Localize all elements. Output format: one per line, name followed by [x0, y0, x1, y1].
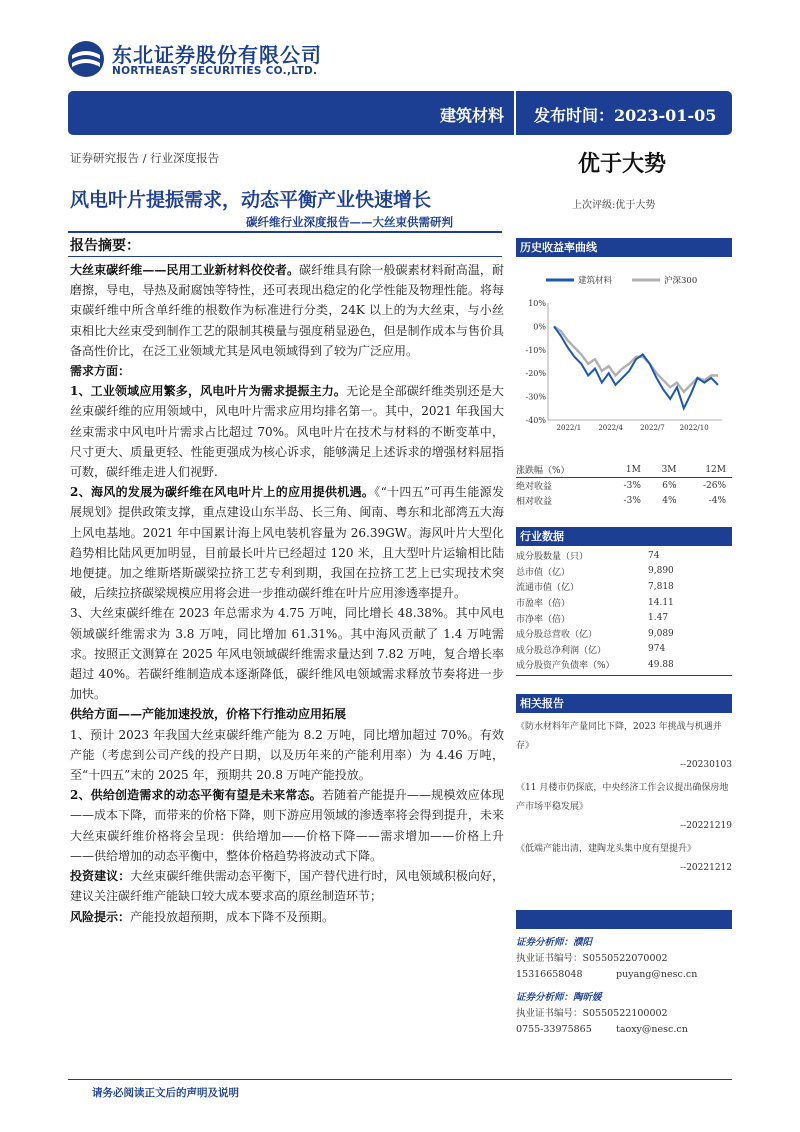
- table-row: 成分股资产负债率（%） 49.88: [516, 659, 674, 672]
- industry-heading: 行业数据: [516, 527, 732, 546]
- paragraph: 2、海风的发展为碳纤维在风电叶片上的应用提供机遇。《“十四五”可再生能源发展规划》提供政策支撑，重点建设山东半岛、长三角、闽南、粤东和北部湾五大海上风电基地。2021 年中国累计海上风电装机容量为 26.39GW。海风叶片大型化趋势相比陆风更加明显，目前最长叶片已经超过 120 米，且大型叶片运输相比陆地便捷。加之维斯塔斯碳梁拉挤工艺专利到期，我国在拉挤工艺上已实现技术突破，后续拉挤碳梁规模应用将会进一步推动碳纤维在叶片应用渗透率提升。: [70, 485, 504, 601]
- industry-divider: [516, 675, 732, 676]
- banner-divider: [514, 91, 516, 135]
- analyst-name: 陶昕媛: [573, 992, 602, 1003]
- analyst-phone: 0755-33975865: [516, 1024, 592, 1035]
- breadcrumb: 证券研究报告 / 行业深度报告: [70, 151, 220, 165]
- analyst-block: 证券分析师：濮阳 执业证书编号：S0550522070002 15316658048 puyang@nesc.cn: [516, 935, 732, 983]
- related-report-date: --20230103: [680, 760, 732, 770]
- table-row: 市净率（倍） 1.47: [516, 613, 669, 625]
- legend-label: 沪深300: [664, 276, 698, 286]
- paragraph: 供给方面——产能加速投放，价格下行推动应用拓展: [70, 707, 347, 722]
- table-row: 成分股总净利润（亿） 974: [516, 644, 666, 656]
- y-tick-label: 0%: [533, 322, 546, 332]
- paragraph: 投资建议：大丝束碳纤维供需动态平衡下，国产替代进行时，风电领域积极向好，建议关注碳纤维产能缺口较大成本要求高的原丝制造环节；: [70, 869, 504, 904]
- y-tick-label: 10%: [528, 299, 546, 308]
- table-row: 流通市值（亿） 7,818: [516, 581, 674, 594]
- related-report-title[interactable]: 《防水材料年产量同比下降，2023 年挑战与机遇并存》: [516, 722, 722, 751]
- abstract-divider: [68, 256, 502, 257]
- table-row: 成分股数量（只） 74: [516, 550, 660, 563]
- analyst-email[interactable]: puyang@nesc.cn: [616, 969, 698, 980]
- analyst-block: 证券分析师：陶昕媛 执业证书编号：S0550522100002 0755-33975865 taoxy@nesc.cn: [516, 990, 732, 1038]
- chart-heading: 历史收益率曲线: [516, 238, 732, 257]
- table-row: 总市值（亿） 9,890: [516, 566, 674, 578]
- related-heading: 相关报告: [516, 694, 732, 713]
- paragraph: 风险提示：产能投放超预期，成本下降不及预期。: [70, 909, 335, 924]
- x-tick-label: 2022/10: [679, 424, 709, 432]
- paragraph: 3、大丝束碳纤维在 2023 年总需求为 4.75 万吨，同比增长 48.38%。其中风电领域碳纤维需求为 3.8 万吨，同比增加 61.31%。其中海风贡献了 1.4 万吨需求。按照正文测算在 2025 年风电领域碳纤维需求量达到 7.82 万吨，复合增长率超过 40%。若碳纤维制造成本逐渐降低，碳纤维风电领域需求释放节奏将进一步加快。: [70, 606, 504, 702]
- previous-rating: 上次评级:优于大势: [572, 200, 656, 211]
- legend-label: 建筑材料: [578, 276, 613, 286]
- header-banner: [68, 91, 732, 135]
- related-report-date: --20221219: [680, 821, 732, 831]
- x-tick-label: 2022/1: [556, 424, 582, 432]
- logo-english-name: NORTHEAST SECURITIES CO.,LTD.: [112, 65, 318, 77]
- table-row: 相对收益 -3% 4% -4%: [516, 495, 726, 507]
- paragraph: 1、工业领域应用繁多，风电叶片为需求提振主力。无论是全部碳纤维类别还是大丝束碳纤维的应用领域中，风电叶片需求应用均排名第一。其中，2021 年我国大丝束需求中风电叶片需求占比超过 70%。风电叶片在技术与材料的不断变革中，尺寸更大、质量更轻、性能更强成为核心诉求，能够满足上述诉求的增强材料屈指可数，碳纤维走进人们视野.: [70, 384, 504, 480]
- industry-table: [516, 548, 732, 673]
- table-row: 市盈率（倍） 14.11: [516, 597, 674, 610]
- footer-note: 请务必阅读正文后的声明及说明: [92, 1087, 239, 1099]
- abstract-body: [70, 260, 504, 927]
- paragraph: 需求方面：: [70, 364, 131, 379]
- analyst-phone: 15316658048: [516, 969, 583, 980]
- analyst-cert: 执业证书编号：S0550522070002: [516, 953, 668, 964]
- x-tick-label: 2022/7: [640, 424, 665, 432]
- paragraph: 1、预计 2023 年我国大丝束碳纤维产能为 8.2 万吨，同比增加超过 70%。有效产能（考虑到公司产线的投产日期，以及历年来的产能利用率）为 4.46 万吨，至“十四五”末的 2025 年，预期共 20.8 万吨产能投放。: [70, 727, 504, 783]
- paragraph: 2、供给创造需求的动态平衡有望是未来常态。若随着产能提升——规模效应体现——成本下降，而带来的价格下降，则下游应用领域的渗透率将会得到提升，未来大丝束碳纤维价格将会呈现：供给增加——价格下降——需求增加——价格上升——供给增加的动态平衡中，整体价格趋势将波动式下降。: [70, 788, 504, 863]
- y-tick-label: -30%: [525, 392, 546, 402]
- analyst-name: 濮阳: [573, 937, 593, 948]
- report-title: 风电叶片提振需求，动态平衡产业快速增长: [70, 189, 432, 211]
- paragraph: 大丝束碳纤维——民用工业新材料佼佼者。碳纤维具有除一般碳素材料耐高温，耐磨擦，导电，导热及耐腐蚀等特性，还可表现出稳定的化学性能及物理性能。将每束碳纤维中所含单纤维的根数作为标准进行分类，24K 以上的为大丝束，与小丝束相比大丝束受到制作工艺的限制其模量与强度稍显逊色，但是制作成本与售价具备高性价比，在泛工业领域尤其是风电领域得到了较为广泛应用。: [70, 263, 504, 358]
- related-report-title[interactable]: 《11 月楼市仍探底，中央经济工作会议提出确保房地产市场平稳发展》: [516, 783, 729, 812]
- company-logo: [66, 38, 366, 80]
- x-tick-label: 2022/4: [598, 424, 623, 432]
- table-row: 绝对收益 -3% 6% -26%: [516, 480, 726, 492]
- title-divider: [68, 231, 502, 233]
- sector-label: 建筑材料: [440, 106, 505, 125]
- footer-divider: [68, 1079, 732, 1080]
- abstract-heading: 报告摘要：: [70, 238, 140, 254]
- logo-chinese-name: 东北证券股份有限公司: [112, 43, 322, 67]
- y-tick-label: -20%: [525, 369, 546, 379]
- y-tick-label: -40%: [525, 416, 546, 425]
- table-row: 成分股总营收（亿） 9,089: [516, 628, 674, 641]
- analyst-email[interactable]: taoxy@nesc.cn: [616, 1024, 688, 1035]
- report-subtitle: 碳纤维行业深度报告——大丝束供需研判: [246, 215, 453, 229]
- y-tick-label: -10%: [525, 345, 546, 355]
- return-chart: [516, 263, 732, 441]
- analyst-section-bar: [516, 910, 732, 929]
- rating: 优于大势: [578, 151, 667, 177]
- performance-table: [516, 462, 732, 508]
- related-report-date: --20221212: [680, 863, 732, 873]
- publish-date: 发布时间：2023-01-05: [534, 106, 717, 125]
- performance-header-row: 涨跌幅（%） 1M 3M 12M: [516, 462, 732, 478]
- analyst-cert: 执业证书编号：S0550522100002: [516, 1008, 668, 1019]
- logo-emblem-icon: [66, 39, 106, 79]
- series-line-sector: [554, 326, 718, 408]
- related-report-title[interactable]: 《低端产能出清，建陶龙头集中度有望提升》: [516, 844, 697, 854]
- related-reports: [516, 714, 732, 878]
